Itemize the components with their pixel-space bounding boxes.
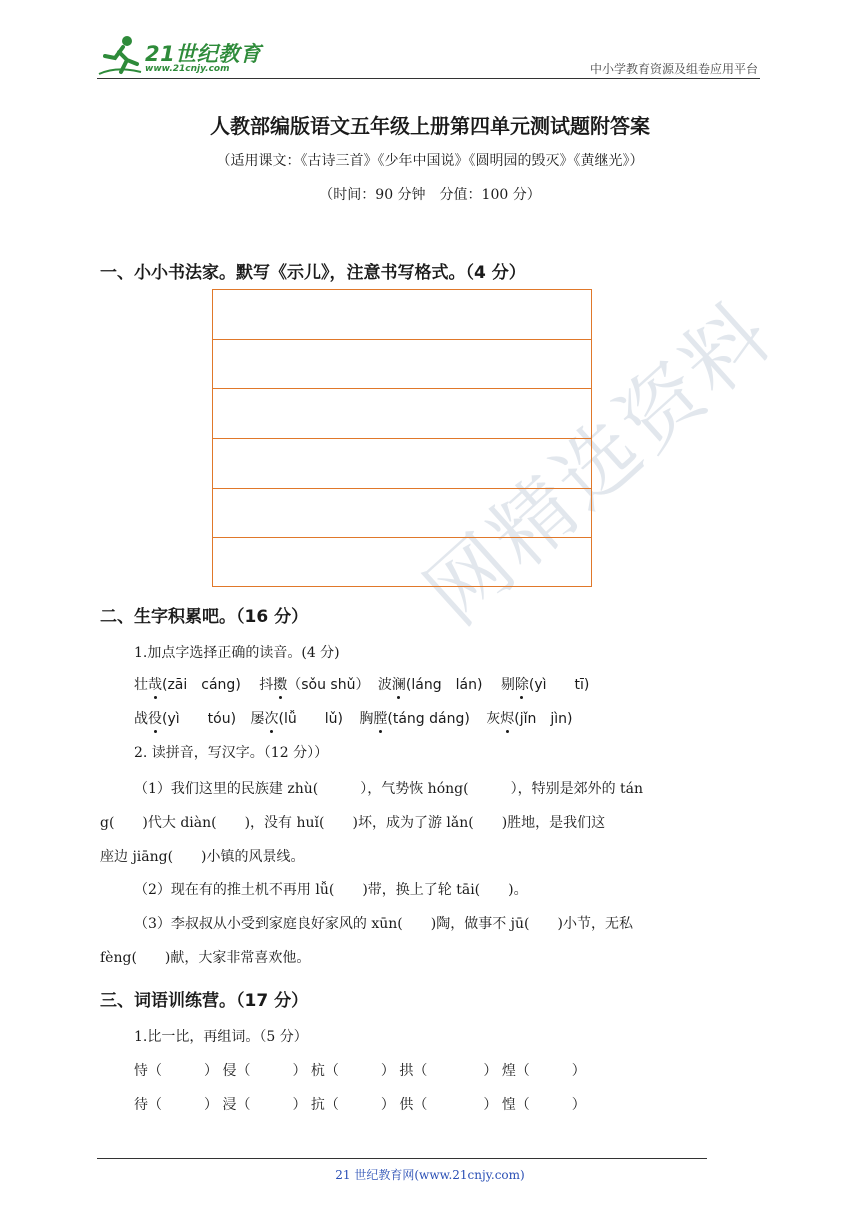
logo-text: 21世纪教育: [145, 42, 262, 66]
q2-para1-line3: 座边 jiāng( )小镇的风景线。: [100, 849, 305, 865]
compare-item[interactable]: 抗（ ）: [310, 1097, 395, 1113]
runner-icon: [97, 34, 143, 78]
pinyin-row-2: [134, 708, 573, 728]
writing-line[interactable]: [213, 389, 591, 439]
site-name: 中小学教育资源及组卷应用平台: [589, 62, 758, 76]
header-divider: [97, 78, 760, 79]
pinyin-item: 抖擞（sǒu shǔ）: [259, 677, 369, 693]
pinyin-row-1: [134, 674, 589, 694]
compare-item[interactable]: 供（ ）: [399, 1097, 498, 1113]
question-2-2: 2. 读拼音，写汉字。（12 分））: [134, 745, 329, 761]
compare-item[interactable]: 杭（ ）: [310, 1063, 395, 1079]
section-2-heading: 二、生字积累吧。（16 分）: [100, 607, 309, 627]
compare-item[interactable]: 惶（ ）: [501, 1097, 586, 1113]
compare-item[interactable]: 浸（ ）: [222, 1097, 307, 1113]
logo-url: www.21cnjy.com: [145, 64, 230, 74]
compare-item[interactable]: 恃（ ）: [134, 1063, 218, 1079]
footer-link[interactable]: 21 世纪教育网(www.21cnjy.com): [335, 1168, 525, 1182]
compare-item[interactable]: 煌（ ）: [501, 1063, 586, 1079]
q2-para3-line1: （3）李叔叔从小受到家庭良好家风的 xūn( )陶，做事不 jū( )小节，无私: [134, 916, 633, 932]
compare-item[interactable]: 拱（ ）: [399, 1063, 498, 1079]
pinyin-item: 剔除(yì tī): [501, 677, 589, 693]
writing-line[interactable]: [213, 538, 591, 588]
pinyin-item: 屡次(lǚ lǔ): [250, 711, 342, 727]
pinyin-item: 灰烬(jǐn jìn): [486, 711, 572, 727]
pinyin-item: 战役(yì tóu): [134, 711, 236, 727]
writing-line[interactable]: [213, 439, 591, 489]
section-1-heading: 一、小小书法家。默写《示儿》，注意书写格式。（4 分）: [100, 263, 526, 283]
q2-para2: （2）现在有的推土机不再用 lǚ( )带，换上了轮 tāi( )。: [134, 882, 528, 898]
q2-para3-line2: fèng( )献，大家非常喜欢他。: [100, 950, 311, 966]
document-subtitle: （适用课文：《古诗三首》《少年中国说》《圆明园的毁灭》《黄继光》）: [216, 153, 644, 169]
writing-grid[interactable]: [212, 289, 592, 587]
compare-item[interactable]: 侵（ ）: [222, 1063, 307, 1079]
question-2-1: 1.加点字选择正确的读音。(4 分): [134, 645, 340, 661]
q2-para1-line2: g( )代大 diàn( )，没有 huǐ( )坏，成为了游 lǎn( )胜地，是我们这: [100, 815, 606, 831]
compare-item[interactable]: 待（ ）: [134, 1097, 218, 1113]
q2-para1-line1: （1）我们这里的民族建 zhù( ），气势恢 hóng( ），特别是郊外的 tán: [134, 781, 644, 797]
pinyin-item: 波澜(láng lán): [378, 677, 483, 693]
pinyin-item: 胸膛(táng dáng): [359, 711, 469, 727]
compare-row-2: [134, 1094, 586, 1114]
time-score-info: （时间：90 分钟 分值：100 分）: [319, 187, 541, 203]
compare-row-1: [134, 1060, 586, 1080]
writing-line[interactable]: [213, 290, 591, 340]
document-title: 人教部编版语文五年级上册第四单元测试题附答案: [210, 114, 650, 138]
watermark: 网精选资料: [408, 284, 792, 643]
pinyin-item: 壮哉(zāi cáng): [134, 677, 241, 693]
question-3-1: 1.比一比，再组词。（5 分）: [134, 1029, 308, 1045]
section-3-heading: 三、词语训练营。（17 分）: [100, 991, 309, 1011]
writing-line[interactable]: [213, 489, 591, 539]
site-logo: [97, 34, 267, 78]
footer-divider: [97, 1158, 707, 1159]
writing-line[interactable]: [213, 340, 591, 390]
